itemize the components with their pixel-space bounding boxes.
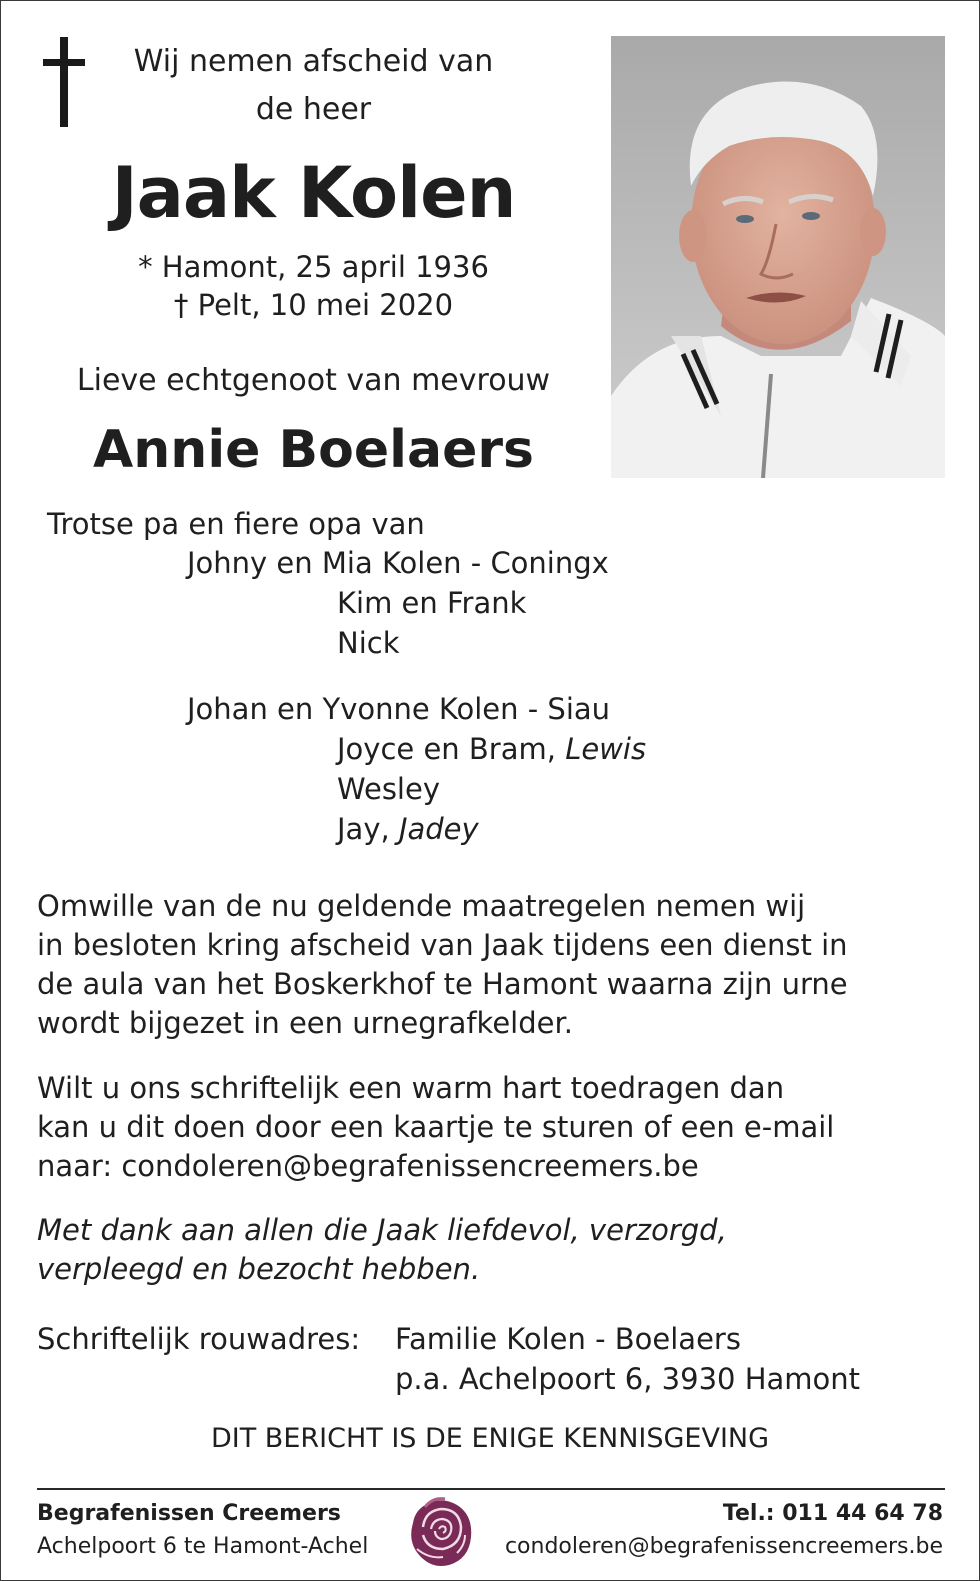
death-line: † Pelt, 10 mei 2020: [173, 288, 454, 322]
family-heading: Trotse pa en fiere opa van: [47, 507, 425, 541]
footer-divider: [37, 1488, 945, 1490]
spouse-name: Annie Boelaers: [93, 420, 534, 480]
undertaker-name: Begrafenissen Creemers: [37, 1501, 341, 1526]
family-parents-2: Johan en Yvonne Kolen - Siau: [187, 692, 611, 726]
intro-line-2: de heer: [255, 92, 372, 127]
address-label: Schriftelijk rouwadres:: [37, 1322, 361, 1356]
address-line-2: p.a. Achelpoort 6, 3930 Hamont: [395, 1362, 861, 1396]
grandchild-line: Wesley: [337, 772, 440, 806]
spouse-label: Lieve echtgenoot van mevrouw: [76, 363, 551, 398]
rose-logo-icon: [403, 1493, 477, 1571]
family-parents-1: Johny en Mia Kolen - Coningx: [187, 546, 609, 580]
grandchild-line: Kim en Frank: [337, 586, 527, 620]
birth-line: * Hamont, 25 april 1936: [138, 250, 489, 284]
condolence-paragraph: Wilt u ons schriftelijk een warm hart toedragen dan kan u dit doen door een kaartje te sturen of een e-mail naar: condoleren@begrafenissencreemers.be: [37, 1071, 835, 1183]
grandchild-line: Jay, Jadey: [337, 812, 479, 846]
sole-notice-text: DIT BERICHT IS DE ENIGE KENNISGEVING: [210, 1423, 770, 1454]
thanks-paragraph: Met dank aan allen die Jaak liefdevol, verzorgd, verpleegd en bezocht hebben.: [37, 1213, 727, 1286]
portrait-photo: [611, 36, 945, 478]
ceremony-paragraph: Omwille van de nu geldende maatregelen nemen wij in besloten kring afscheid van Jaak tijdens een dienst in de aula van het Boskerkhof te Hamont waarna zijn urne wordt bijgezet in een urnegrafkelder.: [37, 889, 848, 1040]
undertaker-address: Achelpoort 6 te Hamont-Achel: [37, 1534, 369, 1559]
deceased-name: Jaak Kolen: [111, 152, 516, 234]
address-line-1: Familie Kolen - Boelaers: [395, 1322, 741, 1356]
undertaker-phone: Tel.: 011 44 64 78: [722, 1501, 943, 1526]
grandchild-line: Joyce en Bram, Lewis: [337, 732, 647, 766]
undertaker-email[interactable]: condoleren@begrafenissencreemers.be: [504, 1534, 943, 1559]
grandchild-line: Nick: [337, 626, 400, 660]
intro-line-1: Wij nemen afscheid van: [133, 44, 494, 79]
